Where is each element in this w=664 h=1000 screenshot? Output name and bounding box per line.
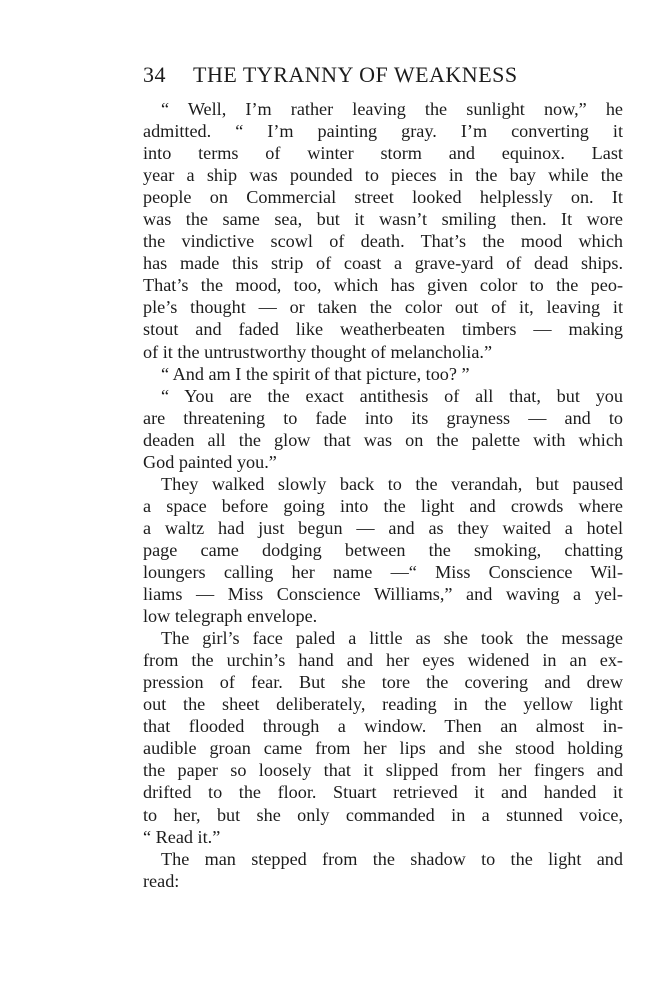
text-line: stout and faded like weatherbeaten timbers — making bbox=[143, 319, 623, 340]
text-line: a space before going into the light and crowds where bbox=[143, 495, 623, 516]
text-line: people on Commercial street looked helplessly on. It bbox=[143, 187, 623, 208]
text-line: The girl’s face paled a little as she took the message bbox=[161, 628, 623, 649]
text-line: audible groan came from her lips and she stood holding bbox=[143, 738, 623, 759]
text-line: loungers calling her name —“ Miss Conscience Wil- bbox=[143, 561, 623, 582]
text-line: the vindictive scowl of death. That’s the mood which bbox=[143, 231, 623, 252]
running-title: THE TYRANNY OF WEAKNESS bbox=[193, 62, 518, 87]
page-header bbox=[143, 60, 623, 90]
text-line: of it the untrustworthy thought of melancholia.” bbox=[143, 341, 493, 362]
text-line: They walked slowly back to the verandah, but paused bbox=[161, 473, 623, 494]
text-line: low telegraph envelope. bbox=[143, 606, 318, 627]
text-line: The man stepped from the shadow to the light and bbox=[161, 848, 623, 869]
text-line: has made this strip of coast a grave-yard of dead ships. bbox=[143, 253, 623, 274]
text-line: liams — Miss Conscience Williams,” and waving a yel- bbox=[143, 584, 623, 605]
text-line: ple’s thought — or taken the color out of it, leaving it bbox=[143, 297, 623, 318]
text-line: the paper so loosely that it slipped from her fingers and bbox=[143, 760, 623, 781]
text-line: year a ship was pounded to pieces in the bay while the bbox=[143, 165, 623, 186]
text-line: a waltz had just begun — and as they waited a hotel bbox=[143, 517, 623, 538]
text-line: into terms of winter storm and equinox. Last bbox=[143, 143, 623, 164]
text-line: “ And am I the spirit of that picture, too? ” bbox=[161, 363, 470, 384]
text-line: page came dodging between the smoking, chatting bbox=[143, 539, 623, 560]
text-line: to her, but she only commanded in a stunned voice, bbox=[143, 804, 623, 825]
page-number: 34 bbox=[143, 62, 166, 87]
text-line: was the same sea, but it wasn’t smiling then. It wore bbox=[143, 209, 623, 230]
text-line: admitted. “ I’m painting gray. I’m converting it bbox=[143, 121, 623, 142]
text-line: out the sheet deliberately, reading in the yellow light bbox=[143, 694, 623, 715]
text-line: pression of fear. But she tore the covering and drew bbox=[143, 672, 623, 693]
body-text bbox=[143, 98, 623, 892]
text-line: that flooded through a window. Then an almost in- bbox=[143, 716, 623, 737]
text-line: from the urchin’s hand and her eyes widened in an ex- bbox=[143, 650, 623, 671]
text-line: “ Read it.” bbox=[143, 826, 221, 847]
text-line: “ Well, I’m rather leaving the sunlight now,” he bbox=[161, 99, 623, 119]
text-line: That’s the mood, too, which has given color to the peo- bbox=[143, 275, 623, 296]
text-line: read: bbox=[143, 870, 180, 891]
text-line: God painted you.” bbox=[143, 451, 277, 472]
text-line: drifted to the floor. Stuart retrieved it and handed it bbox=[143, 782, 623, 803]
text-line: “ You are the exact antithesis of all that, but you bbox=[161, 385, 623, 406]
text-line: deaden all the glow that was on the palette with which bbox=[143, 429, 623, 450]
text-line: are threatening to fade into its grayness — and to bbox=[143, 407, 623, 428]
